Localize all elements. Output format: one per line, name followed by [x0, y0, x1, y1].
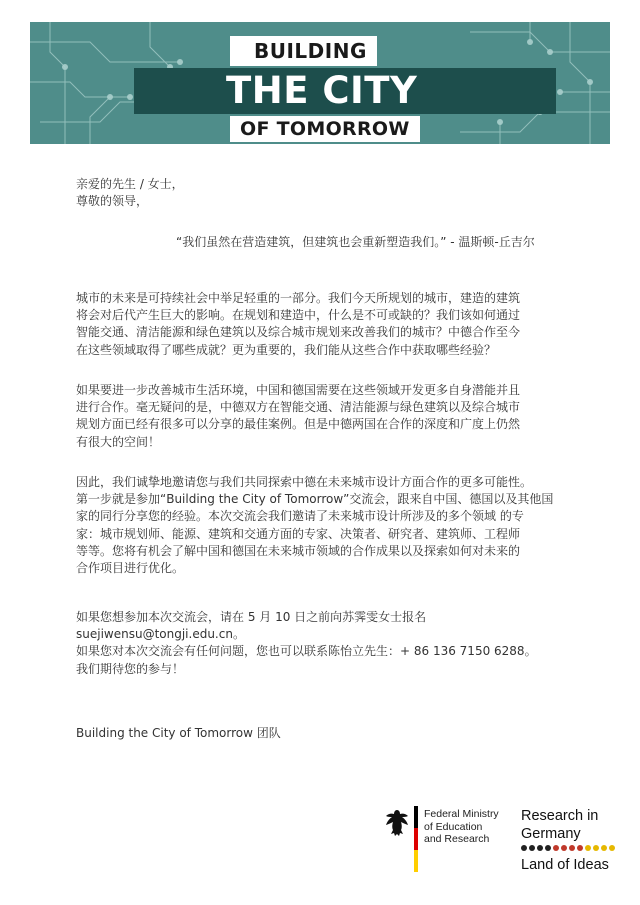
banner-title-line2: THE CITY	[226, 69, 418, 112]
paragraph-3	[76, 474, 553, 577]
paragraph-line: 将会对后代产生巨大的影响。在规划和建造中，什么是不可或缺的？我们该如何通过	[76, 308, 521, 323]
paragraph-line: 第一步就是参加“Building the City of Tomorrow”交流会，跟来自中国、德国以及其他国	[76, 492, 554, 507]
bmbf-line: and Research	[424, 833, 490, 845]
land-of-ideas-dots	[521, 845, 615, 851]
contact-phone-line: 如果您对本次交流会有任何问题，您也可以联系陈怡立先生：+ 86 136 7150 6288。	[76, 644, 537, 659]
paragraph-line: 家的同行分享您的经验。本次交流会我们邀请了未来城市设计所涉及的多个领域 的专	[76, 509, 524, 524]
bmbf-line: of Education	[424, 820, 483, 833]
dot-mark	[537, 845, 543, 851]
bmbf-line: Federal Ministry	[424, 808, 499, 820]
paragraph-line: 合作项目进行优化。	[76, 560, 185, 575]
rig-line: Germany	[521, 825, 581, 842]
flag-red	[414, 828, 418, 850]
paragraph-line: 家：城市规划师、能源、建筑和交通方面的专家、决策者、研究者、建筑师、工程师	[76, 526, 521, 541]
contact-email[interactable]: suejiwensu@tongji.edu.cn。	[76, 627, 245, 642]
dot-mark	[593, 845, 599, 851]
research-in-germany-logo	[521, 808, 598, 843]
greeting-line: 亲爱的先生 / 女士，	[76, 177, 184, 191]
paragraph-line: 智能交通、清洁能源和绿色建筑以及综合城市规划来改善我们的城市？中德合作至今	[76, 325, 521, 340]
paragraph-line: 在这些领域取得了哪些成就？更为重要的，我们能从这些合作中获取哪些经验？	[76, 342, 497, 357]
paragraph-line: 进行合作。毫无疑问的是，中德双方在智能交通、清洁能源与绿色建筑以及综合城市	[76, 400, 521, 415]
rig-line: Research in	[521, 808, 599, 824]
dot-mark	[569, 845, 575, 851]
banner-title-line1: BUILDING	[230, 36, 377, 66]
dot-mark	[609, 845, 615, 851]
flag-gold	[414, 850, 418, 872]
federal-eagle-icon	[384, 808, 410, 838]
paragraph-line: 有很大的空间！	[76, 434, 161, 449]
paragraph-line: 规划方面已经有很多可以分享的最佳案例。但是中德两国在合作的深度和广度上仍然	[76, 417, 521, 432]
paragraph-line: 城市的未来是可持续社会中举足轻重的一部分。我们今天所规划的城市，建造的建筑	[76, 291, 521, 305]
signature: Building the City of Tomorrow 团队	[76, 726, 281, 740]
header-banner	[30, 22, 610, 144]
contact-block	[76, 609, 537, 678]
german-flag-stripe	[414, 806, 418, 872]
paragraph-2	[76, 382, 520, 451]
greeting	[76, 176, 184, 210]
flag-black	[414, 806, 418, 828]
paragraph-1	[76, 290, 520, 359]
paragraph-line: 因此，我们诚挚地邀请您与我们共同探索中德在未来城市设计方面合作的更多可能性。	[76, 475, 533, 489]
greeting-line: 尊敬的领导，	[76, 194, 149, 209]
closing-line: 我们期待您的参与！	[76, 661, 185, 676]
dot-mark	[553, 845, 559, 851]
dot-mark	[601, 845, 607, 851]
bmbf-logo-text	[424, 808, 499, 846]
banner-title-bar	[134, 68, 556, 114]
dot-mark	[577, 845, 583, 851]
dot-mark	[545, 845, 551, 851]
banner-title-line3: OF TOMORROW	[230, 116, 420, 142]
dot-mark	[585, 845, 591, 851]
churchill-quote: “我们虽然在营造建筑，但建筑也会重新塑造我们。” - 温斯顿-丘吉尔	[176, 235, 535, 249]
contact-line: 如果您想参加本次交流会，请在 5 月 10 日之前向苏霁雯女士报名	[76, 610, 427, 624]
paragraph-line: 如果要进一步改善城市生活环境，中国和德国需要在这些领域开发更多自身潜能并且	[76, 383, 521, 397]
dot-mark	[521, 845, 527, 851]
dot-mark	[529, 845, 535, 851]
dot-mark	[561, 845, 567, 851]
paragraph-line: 等等。您将有机会了解中国和德国在未来城市领域的合作成果以及探索如何对未来的	[76, 543, 521, 558]
land-of-ideas-text: Land of Ideas	[521, 857, 609, 873]
sponsor-logos	[384, 806, 624, 886]
